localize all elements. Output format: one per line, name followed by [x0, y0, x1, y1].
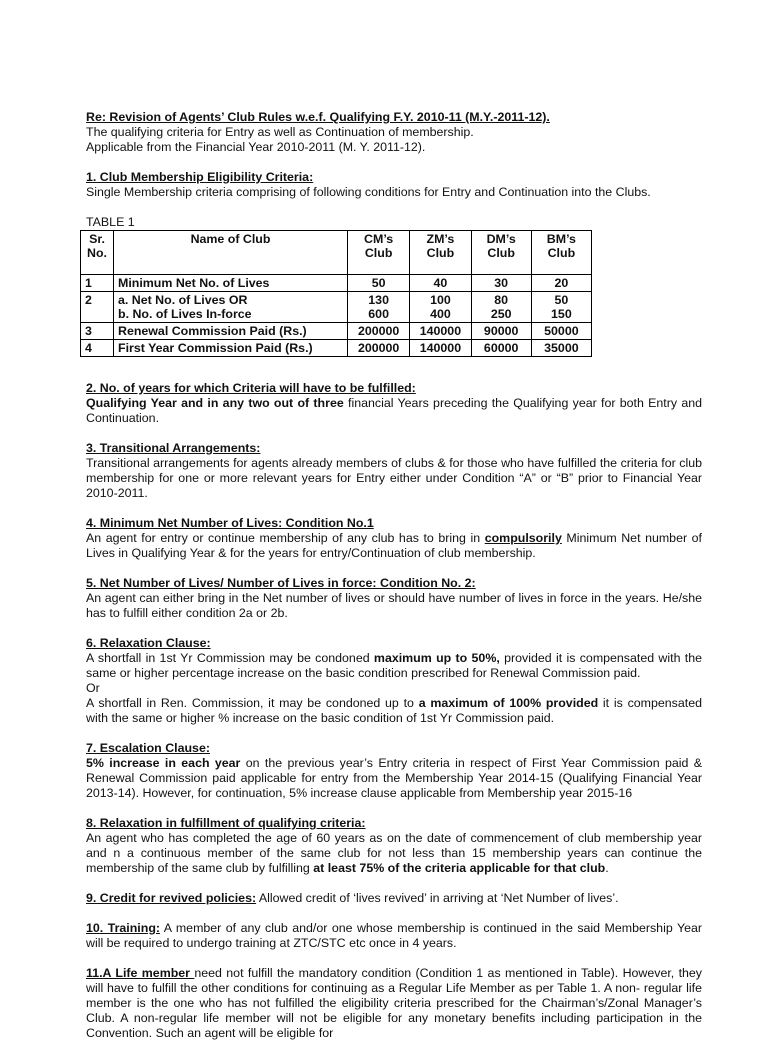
section-5-text: An agent can either bring in the Net number of lives or should have number of lives in force in the years. He/she has to fulfill either condition 2a or 2b.: [86, 591, 702, 620]
section-2-text: [86, 396, 702, 426]
section-4-bold: compulsorily: [484, 531, 562, 545]
header-cm-club: CM’s Club: [348, 231, 410, 275]
row-sr: 4: [81, 340, 114, 357]
section-8-pre: An agent who has completed the age of 60 years as on the date of commencement of club membership year and n a continuous member of the same club for not less than 15 membership years can continue the membership of the same club by fulfilling: [86, 831, 702, 875]
section-6-b-bold: a maximum of 100% provided: [418, 696, 599, 710]
section-10-heading: 10. Training:: [86, 921, 161, 935]
row-name-b: b. No. of Lives In-force: [118, 307, 252, 321]
section-8-post: .: [605, 861, 609, 875]
row-cm: 50: [348, 275, 410, 292]
row-dm: 60000: [471, 340, 531, 357]
section-6-b-post: it is compensated with the same or higher % increase on the basic condition of 1st Yr Commission paid.: [86, 696, 702, 725]
header-name-of-club: Name of Club: [114, 231, 348, 275]
section-7-bold: 5% increase in each year: [86, 756, 241, 770]
row-cm: 200000: [348, 340, 410, 357]
row-cm: [348, 292, 410, 323]
row-zm-a: 100: [430, 293, 451, 307]
section-5-heading: 5. Net Number of Lives/ Number of Lives in force: Condition No. 2:: [86, 576, 476, 590]
row-name: First Year Commission Paid (Rs.): [114, 340, 348, 357]
row-sr: 2: [81, 292, 114, 323]
row-sr: 1: [81, 275, 114, 292]
section-2-heading: 2. No. of years for which Criteria will have to be fulfilled:: [86, 381, 416, 395]
section-7-rest: on the previous year’s Entry criteria in respect of First Year Commission paid & Renewal Commission paid applicable for entry from the Membership Year 2014-15 (Qualifying Financial Year 2013-14). However, for continuation, 5% increase clause applicable from Membership year 2015-16: [86, 756, 703, 800]
section-9-heading: 9. Credit for revived policies:: [86, 891, 257, 905]
row-name: Minimum Net No. of Lives: [114, 275, 348, 292]
row-dm: [471, 292, 531, 323]
section-1-heading: 1. Club Membership Eligibility Criteria:: [86, 170, 314, 184]
table-row: [81, 292, 592, 323]
section-8-bold: at least 75% of the criteria applicable for that club: [313, 861, 606, 875]
section-11-text: [86, 966, 702, 1041]
section-3-text: Transitional arrangements for agents already members of clubs & for those who have fulfilled the criteria for club membership for one or more relevant years for Entry either under Condition “A” or “B” prior to Financial Year 2010-2011.: [86, 456, 702, 500]
row-bm: [531, 292, 591, 323]
table-row: [81, 275, 592, 292]
section-11-heading: 11.A Life member: [86, 966, 195, 980]
row-name-a: a. Net No. of Lives OR: [118, 293, 248, 307]
intro-line-1: The qualifying criteria for Entry as well as Continuation of membership.: [86, 125, 474, 139]
section-6-a-bold: maximum up to 50%,: [373, 651, 500, 665]
section-6-or: Or: [86, 681, 100, 695]
section-8-heading: 8. Relaxation in fulfillment of qualifying criteria:: [86, 816, 366, 830]
section-7-text: [86, 756, 702, 801]
row-dm: 90000: [471, 323, 531, 340]
document-title: Re: Revision of Agents’ Club Rules w.e.f. Qualifying F.Y. 2010-11 (M.Y.-2011-12).: [86, 110, 550, 124]
row-bm-b: 150: [551, 307, 572, 321]
section-6-heading: 6. Relaxation Clause:: [86, 636, 211, 650]
section-8-text: [86, 831, 702, 876]
section-6-a-pre: A shortfall in 1st Yr Commission may be condoned: [86, 651, 374, 665]
section-3-heading: 3. Transitional Arrangements:: [86, 441, 261, 455]
row-zm: 140000: [410, 340, 471, 357]
section-4-pre: An agent for entry or continue membership of any club has to bring in: [86, 531, 485, 545]
row-name: Renewal Commission Paid (Rs.): [114, 323, 348, 340]
section-6-a-post: provided it is compensated with the same or higher percentage increase on the basic condition prescribed for Renewal Commission paid.: [86, 651, 703, 680]
section-4-heading: 4. Minimum Net Number of Lives: Condition No.1: [86, 516, 374, 530]
row-zm: [410, 292, 471, 323]
header-bm-club: BM’s Club: [531, 231, 591, 275]
row-cm-a: 130: [368, 293, 389, 307]
row-bm-a: 50: [554, 293, 569, 307]
section-6-para-b: [86, 696, 702, 726]
row-bm: 50000: [531, 323, 591, 340]
intro-line-2: Applicable from the Financial Year 2010-2011 (M. Y. 2011-12).: [86, 140, 426, 154]
row-zm-b: 400: [430, 307, 451, 321]
row-dm-b: 250: [490, 307, 512, 321]
document-page: [86, 110, 702, 1041]
section-2-bold: Qualifying Year and in any two out of three: [86, 396, 344, 410]
row-zm: 40: [410, 275, 471, 292]
table-row: [81, 323, 592, 340]
row-dm: 30: [471, 275, 531, 292]
section-9-text: [86, 891, 702, 906]
header-dm-club: DM’s Club: [471, 231, 531, 275]
criteria-table: [80, 230, 592, 357]
section-9-body: Allowed credit of ‘lives revived’ in arriving at ‘Net Number of lives’.: [256, 891, 619, 905]
row-cm: 200000: [348, 323, 410, 340]
header-sr-no: Sr. No.: [81, 231, 114, 275]
section-10-text: [86, 921, 702, 951]
section-4-post: Minimum Net number of Lives in Qualifying Year & for the years for entry/Continuation of club membership.: [86, 531, 702, 560]
section-11-body: need not fulfill the mandatory condition (Condition 1 as mentioned in Table). However, they will have to fulfill the other conditions for continuing as a Regular Life Member as per Table 1. A non- regular life member is the one who has not fulfilled the eligibility criteria prescribed for the Chairman’s/Zonal Manager’s Club. A non-regular life member will not be eligible for any monetary benefits including participation in the Convention. Such an agent will be eligible for: [86, 966, 702, 1040]
row-bm: 35000: [531, 340, 591, 357]
section-10-body: A member of any club and/or one whose membership is continued in the said Membership Year will be required to undergo training at ZTC/STC etc once in 4 years.: [86, 921, 702, 950]
section-2-rest: financial Years preceding the Qualifying year for both Entry and Continuation.: [86, 396, 702, 425]
section-7-heading: 7. Escalation Clause:: [86, 741, 210, 755]
section-4-text: [86, 531, 702, 561]
row-sr: 3: [81, 323, 114, 340]
row-zm: 140000: [410, 323, 471, 340]
row-dm-a: 80: [494, 293, 509, 307]
row-name: [114, 292, 348, 323]
table-label: TABLE 1: [86, 215, 135, 229]
header-zm-club: ZM’s Club: [410, 231, 471, 275]
section-6-para-a: [86, 651, 702, 681]
table-header-row: [81, 231, 592, 275]
section-6-b-pre: A shortfall in Ren. Commission, it may be condoned up to: [86, 696, 419, 710]
section-1-text: Single Membership criteria comprising of following conditions for Entry and Continuation into the Clubs.: [86, 185, 651, 199]
row-cm-b: 600: [368, 307, 389, 321]
row-bm: 20: [531, 275, 591, 292]
table-row: [81, 340, 592, 357]
